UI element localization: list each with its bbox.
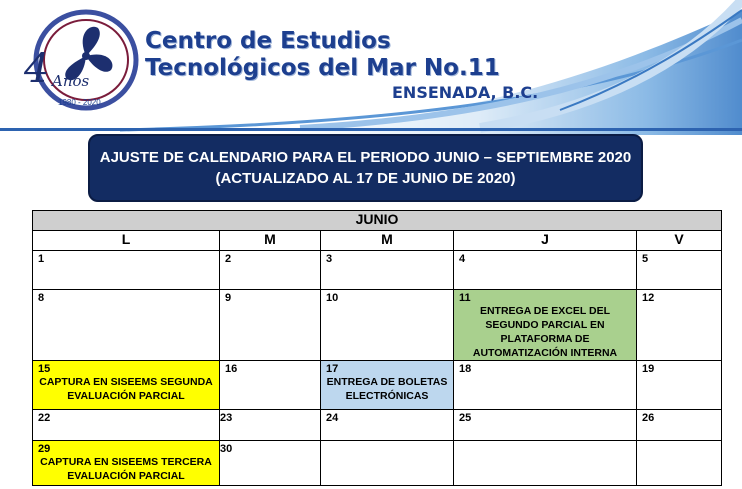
day-number: 26 [642,412,655,424]
day-number: 1 [38,253,45,265]
day-cell [637,251,722,290]
day-cell-empty [454,441,637,486]
week-row [33,410,722,441]
day-cell-empty [637,441,722,486]
logo-word: Años [52,72,90,90]
svg-text:4: 4 [24,46,50,92]
day-number: 23 [220,412,233,424]
day-cell [220,251,321,290]
day-header-friday: V [637,231,722,251]
day-header-monday: L [33,231,220,251]
event-label: ENTREGA DE EXCEL DEL SEGUNDO PARCIAL EN PLATAFORMA DE AUTOMATIZACIÓN INTERNA [472,305,618,359]
city-label: ENSENADA, B.C. [392,83,539,102]
school-name-line1: Centro de Estudios [145,28,391,54]
day-number: 29 [38,443,51,455]
day-number: 16 [225,363,238,375]
day-cell [33,251,220,290]
day-number: 10 [326,292,339,304]
week-row [33,361,722,410]
day-header-tuesday: M [220,231,321,251]
banner-subtitle: (ACTUALIZADO AL 17 DE JUNIO DE 2020) [215,170,516,187]
day-number: 24 [326,412,339,424]
school-name [145,28,500,82]
week-row [33,251,722,290]
day-number: 25 [459,412,472,424]
day-header-thursday: J [454,231,637,251]
day-number: 9 [225,292,232,304]
day-cell [220,290,321,361]
school-name-line2: Tecnológicos del Mar No.11 [145,55,500,81]
day-cell [33,410,220,441]
day-number: 30 [220,443,233,455]
title-banner [88,134,643,202]
event-label: CAPTURA EN SISEEMS TERCERA EVALUACIÓN PARCIAL [40,456,212,482]
day-number: 2 [225,253,232,265]
day-cell-event [454,290,637,361]
day-cell [33,290,220,361]
day-number: 11 [459,292,471,304]
day-number: 4 [459,253,466,265]
calendar-table [32,210,722,486]
day-cell [321,251,454,290]
day-cell [454,361,637,410]
day-cell [321,410,454,441]
day-number: 18 [459,363,472,375]
day-cell [637,290,722,361]
day-cell [220,441,321,486]
day-number: 15 [38,363,51,375]
day-cell [637,410,722,441]
day-cell-empty [321,441,454,486]
day-number: 19 [642,363,655,375]
day-number: 22 [38,412,51,424]
day-cell-event [33,361,220,410]
day-number: 17 [326,363,339,375]
event-label: ENTREGA DE BOLETAS ELECTRÓNICAS [326,376,448,402]
day-number: 8 [38,292,45,304]
header [0,0,742,135]
day-cell [321,290,454,361]
day-number: 12 [642,292,655,304]
day-cell-event [321,361,454,410]
day-header-wednesday: M [321,231,454,251]
day-number: 3 [326,253,333,265]
day-cell-event [33,441,220,486]
event-label: CAPTURA EN SISEEMS SEGUNDA EVALUACIÓN PARCIAL [39,376,213,402]
week-row [33,290,722,361]
banner-title: AJUSTE DE CALENDARIO PARA EL PERIODO JUNIO – SEPTIEMBRE 2020 [99,149,632,166]
month-header: JUNIO [33,211,722,231]
day-cell [454,251,637,290]
day-cell [454,410,637,441]
week-row [33,441,722,486]
day-cell [220,410,321,441]
logo-years: 1980 - 2020 [58,98,101,107]
day-number: 5 [642,253,649,265]
day-cell [637,361,722,410]
day-cell [220,361,321,410]
